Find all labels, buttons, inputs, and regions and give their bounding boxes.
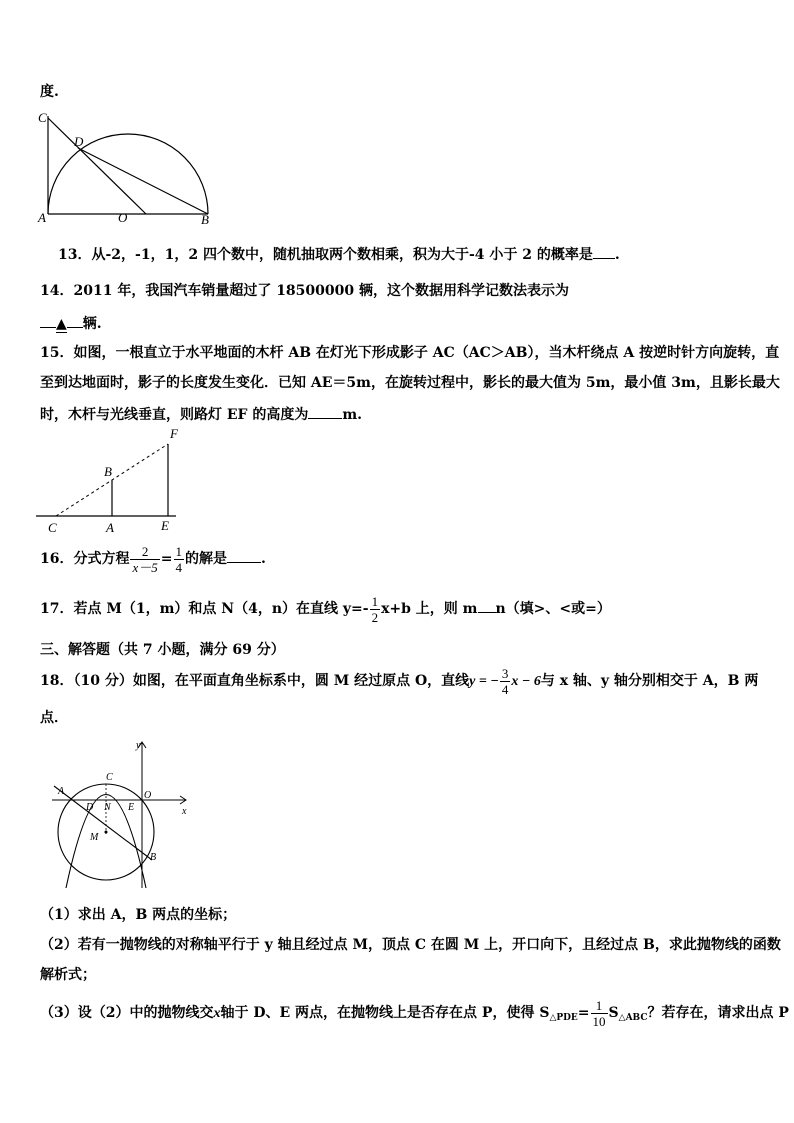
label-c: C [38, 110, 47, 125]
label-a: A [38, 210, 46, 225]
question-18-part2-line2: 解析式； [40, 967, 96, 983]
fraction-slope: $\frac{3}{4}$ [501, 665, 509, 697]
label-o: O [144, 790, 152, 801]
question-14-answer: ▲ 辆. [40, 313, 102, 334]
question-18-line2: 点． [40, 710, 68, 726]
fraction-slope: $\frac{1}{2}$ [371, 593, 379, 625]
label-b: B [150, 852, 157, 863]
triangle-marker: ▲ [56, 316, 67, 332]
label-m: M [90, 832, 99, 843]
question-18-part1: （1）求出 A，B 两点的坐标； [40, 907, 237, 923]
figure-lamp [36, 426, 196, 536]
line-ab [54, 786, 152, 860]
label-b: B [104, 464, 112, 479]
segment-db [78, 148, 208, 214]
label-o: O [118, 210, 128, 225]
section-title: 三、解答题（共 7 小题，满分 69 分） [40, 642, 285, 658]
fraction-left: $\frac{2}{x-5}$ [132, 543, 158, 575]
fraction-ratio: $\frac{1}{10}$ [592, 997, 606, 1029]
fraction-right: $\frac{1}{4}$ [175, 543, 182, 575]
question-18: 18．（10 分）如图，在平面直角坐标系中，圆 M 经过原点 O，直线y = − $\frac{3}{4}$ x − 6与 x 轴、y 轴分别相交于 A，B 两 [40, 665, 759, 697]
intro-text: 度. [40, 84, 59, 100]
label-a: A [106, 520, 114, 535]
label-f: F [170, 426, 178, 441]
answer-blank [227, 548, 261, 563]
q13-text: 13．从-2，-1，1，2 四个数中，随机抽取两个数相乘，积为大于-4 小于 2 的概率是 [58, 247, 593, 263]
label-b: B [201, 212, 209, 227]
question-18-part2-line1: （2）若有一抛物线的对称轴平行于 y 轴且经过点 M，顶点 C 在圆 M 上，开口向下，且经过点 B，求此抛物线的函数 [40, 937, 781, 953]
label-e: E [161, 518, 169, 533]
label-d: D [74, 134, 84, 149]
center-point [105, 831, 108, 834]
question-18-part3: （3）设（2）中的抛物线交x轴于 D、E 两点，在抛物线上是否存在点 P，使得 $S_{\triangle PDE}=$ $\frac{1}{10}$ $S_{\triangle ABC}$？若存在，请求出点 P [40, 997, 789, 1029]
label-a: A [58, 786, 65, 797]
label-y: y [136, 740, 141, 751]
segment-co [48, 118, 146, 214]
figure-semicircle [36, 106, 216, 228]
label-c: C [106, 772, 113, 783]
label-n: N [104, 802, 111, 813]
question-17: 17．若点 M（1，m）和点 N（4，n）在直线 y=- $\frac{1}{2}$ x+b 上，则 m n（填>、<或=） [40, 593, 611, 625]
answer-blank [308, 404, 342, 419]
question-15-line3: 时，木杆与光线垂直，则路灯 EF 的高度为 m. [40, 404, 362, 425]
label-x: x [182, 806, 187, 817]
question-16: 16．分式方程 $\frac{2}{x-5}$ = $\frac{1}{4}$ 的解是 . [40, 543, 266, 575]
question-14: 14．2011 年，我国汽车销量超过了 18500000 辆，这个数据用科学记数法表示为 [40, 283, 569, 299]
answer-blank [593, 244, 615, 259]
question-15-line1: 15．如图，一根直立于水平地面的木杆 AB 在灯光下形成影子 AC（AC＞AB），当木杆绕点 A 按逆时针方向旋转，直 [40, 345, 780, 361]
answer-blank [478, 598, 496, 613]
question-15-line2: 至到达地面时，影子的长度发生变化．已知 AE＝5m，在旋转过程中，影长的最大值为 5m，最小值 3m，且影长最大 [40, 375, 780, 391]
label-c: C [48, 520, 57, 535]
figure-circle-parabola [46, 736, 198, 892]
question-13: 13．从-2，-1，1，2 四个数中，随机抽取两个数相乘，积为大于-4 小于 2 的概率是 . [58, 244, 620, 265]
label-e: E [128, 802, 135, 813]
label-d: D [86, 802, 94, 813]
